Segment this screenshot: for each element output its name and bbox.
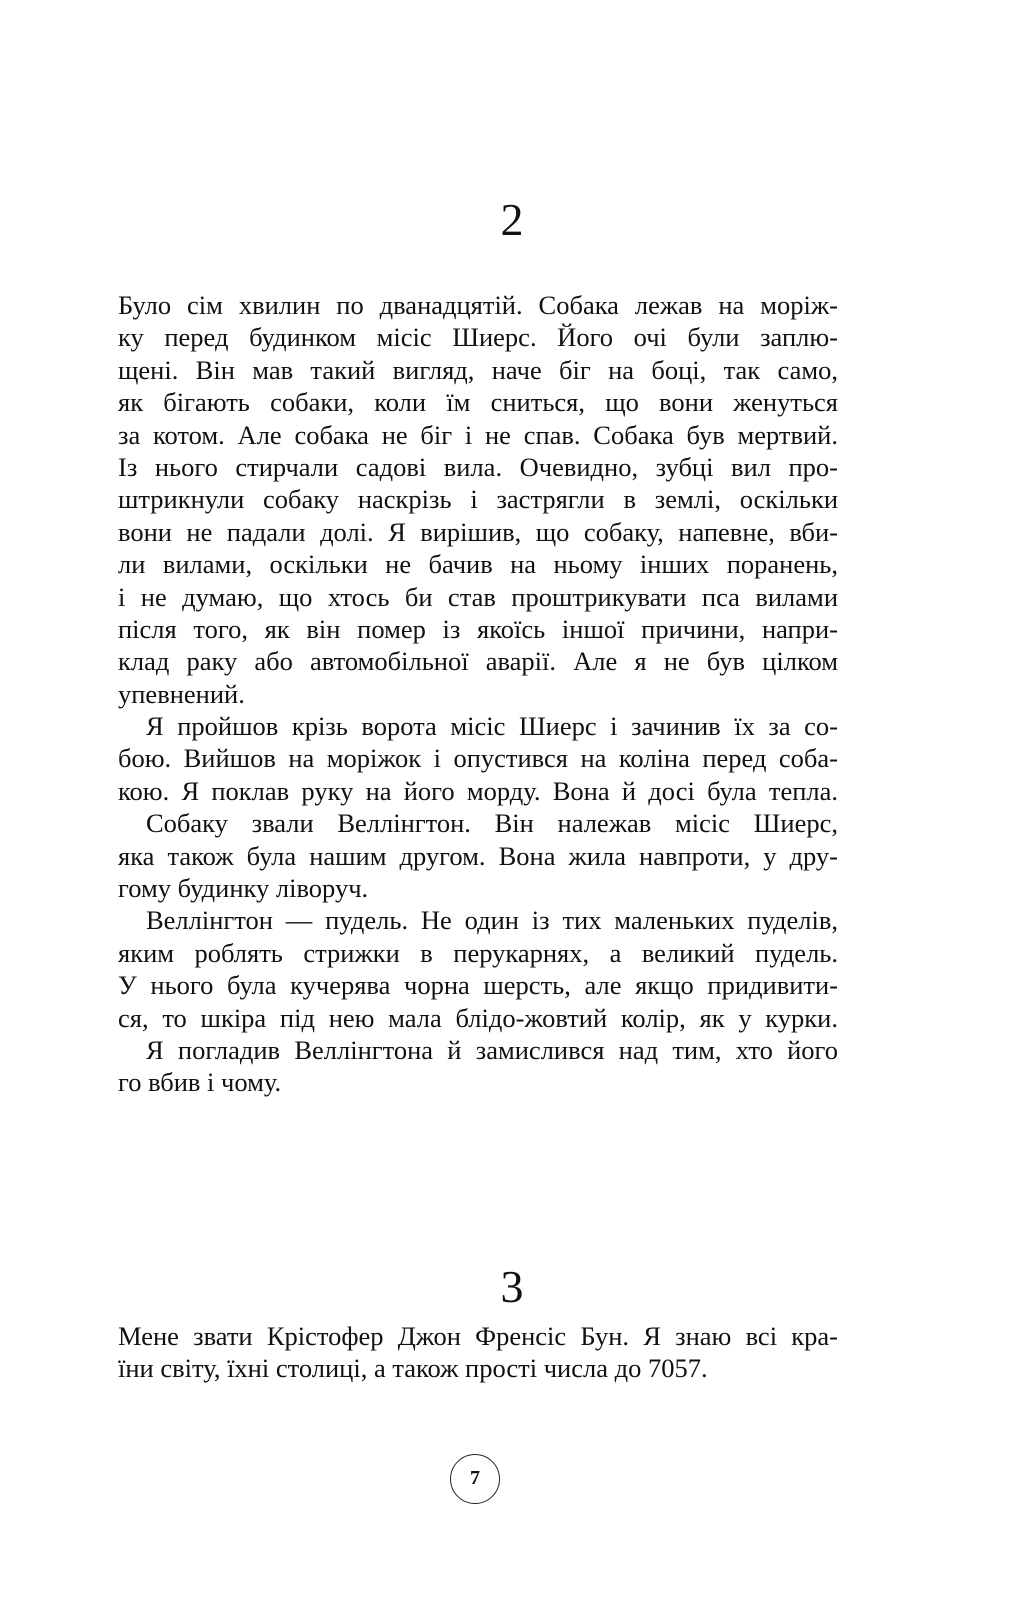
text-line: гому будинку ліворуч. [118, 873, 369, 904]
text-line: щені. Він мав такий вигляд, наче біг на боці, так само, [118, 354, 838, 385]
text-line: Було сім хвилин по дванадцятій. Собака лежав на моріж- [118, 290, 838, 320]
text-line: кою. Я поклав руку на його морду. Вона й досі була тепла. [118, 775, 838, 806]
text-line: Із нього стирчали садові вила. Очевидно, зубці вил про- [118, 451, 838, 482]
text-line: яким роблять стрижки в перукарнях, а великий пудель. [118, 937, 838, 968]
text-line: Собаку звали Веллінгтон. Він належав місіс Шиерс, [146, 808, 838, 839]
text-line: Я погладив Веллінгтона й замислився над тим, хто його [146, 1034, 838, 1065]
text-line: вони не падали долі. Я вирішив, що собаку, напевне, вби- [118, 516, 838, 547]
text-line: ся, то шкіра під нею мала блідо-жовтий колір, як у курки. [118, 1002, 838, 1033]
text-line: яка також була нашим другом. Вона жила навпроти, у дру- [118, 840, 838, 871]
text-line: їни світу, їхні столиці, а також прості числа до 7057. [118, 1353, 708, 1384]
text-line: У нього була кучерява чорна шерсть, але якщо придивити- [118, 970, 838, 1001]
text-line: Веллінгтон — пудель. Не один із тих маленьких пуделів, [146, 905, 838, 936]
text-line: після того, як він помер із якоїсь іншої причини, напри- [118, 613, 838, 644]
text-line: як бігають собаки, коли їм сниться, що вони женуться [118, 387, 838, 418]
chapter-2-text [118, 289, 838, 1099]
text-line: упевнений. [118, 678, 245, 709]
text-line: ли вилами, оскільки не бачив на ньому інших поранень, [118, 549, 838, 580]
text-line: за котом. Але собака не біг і не спав. Собака був мертвий. [118, 419, 838, 450]
text-line: і не думаю, що хтось би став проштрикувати пса вилами [118, 581, 838, 612]
page-number: 7 [450, 1454, 500, 1504]
text-line: штрикнули собаку наскрізь і застрягли в землі, оскільки [118, 484, 838, 515]
chapter-3-text [118, 1320, 838, 1385]
chapter-2-number: 2 [500, 194, 524, 245]
text-line: ку перед будинком місіс Шиерс. Його очі були заплю- [118, 322, 838, 353]
text-line: го вбив і чому. [118, 1067, 282, 1098]
text-line: бою. Вийшов на моріжок і опустився на коліна перед соба- [118, 743, 838, 774]
text-line: клад раку або автомобільної аварії. Але я не був цілком [118, 646, 838, 677]
text-line: Я пройшов крізь ворота місіс Шиерс і зачинив їх за со- [146, 711, 838, 742]
chapter-3-number: 3 [500, 1261, 524, 1312]
text-line: Мене звати Крістофер Джон Френсіс Бун. Я знаю всі кра- [118, 1321, 838, 1351]
